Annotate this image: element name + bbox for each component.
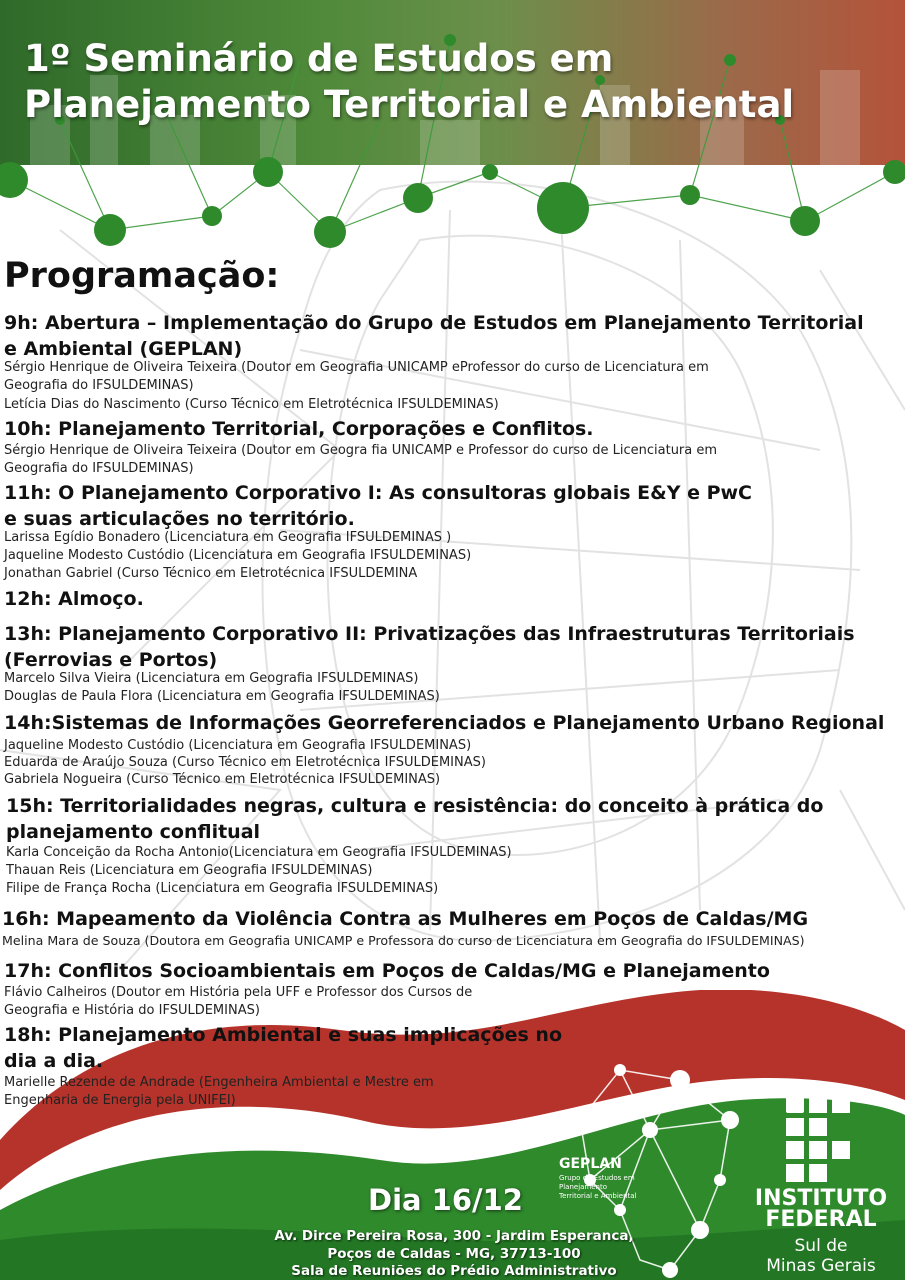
institute-sub-line1: Sul de [794, 1236, 848, 1256]
session-person: Sérgio Henrique de Oliveira Teixeira (Doutor em Geogra fia UNICAMP e Professor do curso de Licenciatura em Geografia do IFSULDEMINAS) [4, 443, 718, 476]
event-title: 1º Seminário de Estudos em Planejamento Territorial e Ambiental [24, 37, 795, 126]
session-person: Jonathan Gabriel (Curso Técnico em Eletrotécnica IFSULDEMINA [4, 566, 418, 581]
session-person: Gabriela Nogueira (Curso Técnico em Eletrotécnica IFSULDEMINAS) [4, 772, 441, 787]
session-person: Flávio Calheiros (Doutor em História pela UFF e Professor dos Cursos de Geografia e História do IFSULDEMINAS) [4, 985, 473, 1018]
program-title: Programação: [4, 256, 280, 296]
session-heading: 11h: O Planejamento Corporativo I: As consultoras globais E&Y e PwC e suas articulações no território. [4, 482, 752, 530]
event-address-line2: Poços de Caldas - MG, 37713-100 [327, 1246, 581, 1262]
session-heading: 18h: Planejamento Ambiental e suas implicações no dia a dia. [4, 1024, 563, 1072]
institute-name-line2: FEDERAL [765, 1207, 877, 1232]
session-person: Thauan Reis (Licenciatura em Geografia IFSULDEMINAS) [6, 863, 373, 878]
institute-sub-line2: Minas Gerais [766, 1256, 876, 1276]
session-person: Sérgio Henrique de Oliveira Teixeira (Doutor em Geografia UNICAMP eProfessor do curso de Licenciatura em Geografia do IFSULDEMINAS) [4, 360, 709, 393]
session-person: Karla Conceição da Rocha Antonio(Licenciatura em Geografia IFSULDEMINAS) [6, 845, 512, 860]
session-person: Melina Mara de Souza (Doutora em Geografia UNICAMP e Professora do curso de Licenciatura em Geografia do IFSULDEMINAS) [2, 933, 805, 948]
session-heading: 12h: Almoço. [4, 588, 144, 610]
geplan-description: Grupo de Estudos em Planejamento Territorial e Ambiental [559, 1174, 637, 1200]
session-person: Larissa Egídio Bonadero (Licenciatura em Geografia IFSULDEMINAS ) [4, 530, 452, 545]
session-person: Marielle Rezende de Andrade (Engenheira Ambiental e Mestre em Engenharia de Energia pela UNIFEI) [4, 1075, 434, 1108]
session-person: Douglas de Paula Flora (Licenciatura em Geografia IFSULDEMINAS) [4, 689, 440, 704]
session-heading: 17h: Conflitos Socioambientais em Poços de Caldas/MG e Planejamento [4, 960, 770, 982]
event-address-line3: Sala de Reuniões do Prédio Administrativo [291, 1263, 617, 1279]
event-address-line1: Av. Dirce Pereira Rosa, 300 - Jardim Esperanca, [274, 1228, 634, 1244]
session-person: Jaqueline Modesto Custódio (Licenciatura em Geografia IFSULDEMINAS) [4, 548, 472, 563]
institute-name-line1: INSTITUTO [754, 1186, 888, 1211]
session-person: Jaqueline Modesto Custódio (Licenciatura em Geografia IFSULDEMINAS) [4, 738, 472, 753]
session-heading: 15h: Territorialidades negras, cultura e resistência: do conceito à prática do planejamento conflitual [6, 795, 824, 843]
instituto-federal-logo-icon [786, 1095, 850, 1183]
session-person: Filipe de França Rocha (Licenciatura em Geografia IFSULDEMINAS) [6, 881, 439, 896]
institute-name [746, 1188, 896, 1230]
session-heading: 9h: Abertura – Implementação do Grupo de Estudos em Planejamento Territorial e Ambiental (GEPLAN) [4, 312, 864, 360]
session-heading: 14h:Sistemas de Informações Georreferenciados e Planejamento Urbano Regional [4, 712, 885, 734]
geplan-name: GEPLAN [559, 1156, 622, 1172]
session-heading: 10h: Planejamento Territorial, Corporações e Conflitos. [4, 418, 594, 440]
session-heading: 13h: Planejamento Corporativo II: Privatizações das Infraestruturas Territoriais (Ferrovias e Portos) [4, 623, 855, 671]
session-heading: 16h: Mapeamento da Violência Contra as Mulheres em Poços de Caldas/MG [2, 908, 809, 930]
session-person: Marcelo Silva Vieira (Licenciatura em Geografia IFSULDEMINAS) [4, 671, 419, 686]
institute-subtitle [746, 1236, 896, 1276]
session-person: Eduarda de Araújo Souza (Curso Técnico em Eletrotécnica IFSULDEMINAS) [4, 755, 486, 770]
event-date: Dia 16/12 [368, 1183, 523, 1217]
session-person: Letícia Dias do Nascimento (Curso Técnico em Eletrotécnica IFSULDEMINAS) [4, 397, 499, 412]
